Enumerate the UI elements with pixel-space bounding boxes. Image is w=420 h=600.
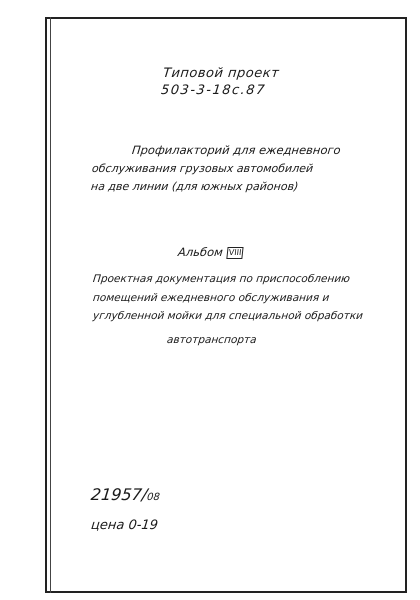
- frame-binding-line: [50, 17, 51, 593]
- album-number: VIII: [226, 247, 244, 259]
- inventory-number: 21957/08: [90, 485, 161, 504]
- page-frame: [45, 17, 407, 593]
- description-line-1: Проектная документация по приспособлению: [92, 273, 351, 285]
- title-line-3: на две линии (для южных районов): [90, 180, 300, 193]
- description-line-2: помещений ежедневного обслуживания и: [92, 292, 330, 304]
- title-line-1: Профилакторий для ежедневного: [131, 143, 342, 157]
- inventory-main: 21957: [90, 485, 143, 504]
- description-line-4: автотранспорта: [166, 334, 258, 346]
- project-number: 503-3-18с.87: [160, 83, 267, 98]
- description-line-3: углубленной мойки для специальной обработки: [92, 310, 364, 322]
- inventory-sub: 08: [146, 492, 161, 503]
- album-heading: [177, 245, 244, 260]
- price-label: цена 0-19: [90, 518, 159, 533]
- project-type: Типовой проект: [162, 66, 280, 81]
- title-line-2: обслуживания грузовых автомобилей: [91, 162, 314, 175]
- album-label: Альбом: [177, 245, 224, 259]
